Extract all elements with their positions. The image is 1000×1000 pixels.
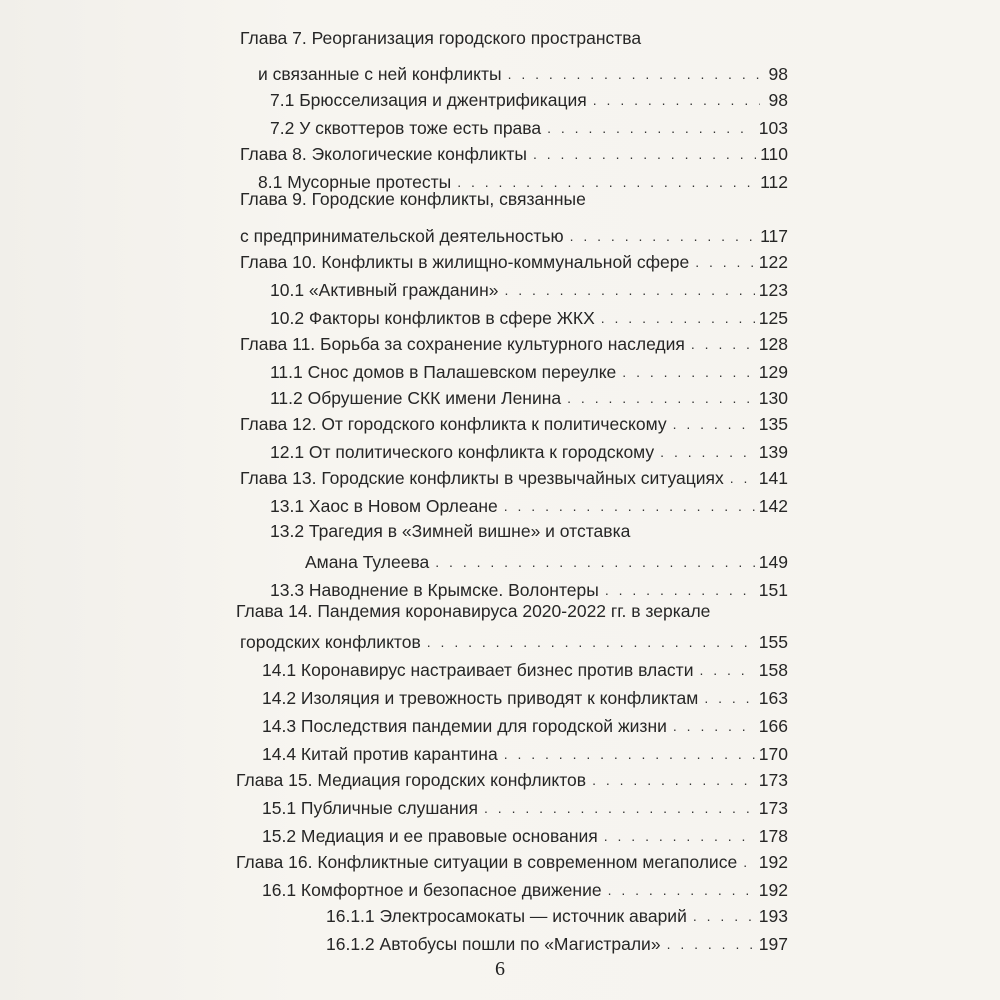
toc-page-number: 173 [758, 770, 788, 790]
toc-section-title: 14.1 Коронавирус настраивает бизнес против власти [262, 660, 694, 680]
toc-subsection-title: 16.1.1 Электросамокаты — источник аварий [326, 906, 687, 926]
toc-page-number: 166 [758, 716, 788, 736]
toc-page-number: 151 [758, 580, 788, 600]
toc-entry-chapter-7[interactable] [258, 58, 788, 85]
leader-dots [608, 879, 755, 901]
toc-page-number: 103 [758, 118, 788, 138]
leader-dots [567, 387, 755, 409]
toc-page-number: 193 [758, 906, 788, 926]
toc-entry-chapter-11[interactable] [240, 328, 788, 355]
toc-entry-chapter-13[interactable] [240, 462, 788, 489]
leader-dots [730, 467, 755, 489]
toc-entry-chapter-15[interactable] [236, 764, 788, 791]
toc-chapter-title: Глава 11. Борьба за сохранение культурного наследия [240, 334, 685, 354]
leader-dots [604, 825, 755, 847]
leader-dots [660, 441, 755, 463]
toc-entry-11-1[interactable] [270, 356, 788, 383]
toc-page-number: 98 [768, 64, 788, 84]
toc-entry-14-2[interactable] [262, 682, 788, 709]
toc-subsection-title: 16.1.2 Автобусы пошли по «Магистрали» [326, 934, 661, 954]
leader-dots [693, 905, 755, 927]
toc-entry-11-2[interactable] [270, 382, 788, 409]
toc-section-title: 12.1 От политического конфликта к городскому [270, 442, 655, 462]
leader-dots [484, 797, 755, 819]
toc-page-number: 128 [758, 334, 788, 354]
leader-dots [605, 579, 755, 601]
toc-section-title: 15.1 Публичные слушания [262, 798, 479, 818]
toc-chapter-title: Глава 13. Городские конфликты в чрезвычайных ситуациях [240, 468, 724, 488]
toc-chapter-7-title-line2: и связанные с ней конфликты [258, 64, 502, 84]
toc-page-number: 173 [758, 798, 788, 818]
toc-page-number: 155 [758, 632, 788, 652]
toc-page-number: 123 [758, 280, 788, 300]
toc-entry-chapter-8[interactable] [240, 138, 788, 165]
toc-entry-chapter-9[interactable] [240, 220, 788, 247]
toc-section-13-2-title-line2: Амана Тулеева [305, 552, 430, 572]
toc-chapter-9-title-line1: Глава 9. Городские конфликты, связанные [240, 189, 586, 209]
leader-dots [673, 715, 755, 737]
toc-page-number: 125 [758, 308, 788, 328]
leader-dots [508, 63, 760, 85]
leader-dots [704, 687, 754, 709]
leader-dots [533, 143, 756, 165]
toc-page-number: 130 [758, 388, 788, 408]
toc-entry-13-3[interactable] [270, 574, 788, 601]
toc-section-title: 10.1 «Активный гражданин» [270, 280, 499, 300]
toc-entry-10-2[interactable] [270, 302, 788, 329]
leader-dots [593, 89, 760, 111]
toc-entry-13-1[interactable] [270, 490, 788, 517]
toc-chapter-14-title-line1: Глава 14. Пандемия коронавируса 2020-2022 гг. в зеркале [236, 601, 711, 621]
toc-section-title: 10.2 Факторы конфликтов в сфере ЖКХ [270, 308, 595, 328]
toc-chapter-14-title-line2: городских конфликтов [240, 632, 421, 652]
toc-chapter-9-title-line2: с предпринимательской деятельностью [240, 226, 564, 246]
toc-section-title: 14.4 Китай против карантина [262, 744, 498, 764]
toc-section-title: 7.1 Брюсселизация и джентрификация [270, 90, 587, 110]
toc-page-number: 139 [758, 442, 788, 462]
toc-entry-7-2[interactable] [270, 112, 788, 139]
toc-entry-16-1[interactable] [262, 874, 788, 901]
toc-page-number: 192 [758, 852, 788, 872]
toc-chapter-title: Глава 10. Конфликты в жилищно-коммунальной сфере [240, 252, 690, 272]
toc-page-number: 197 [758, 934, 788, 954]
toc-section-13-2-title-line1: 13.2 Трагедия в «Зимней вишне» и отставка [270, 521, 631, 541]
toc-section-title: 13.3 Наводнение в Крымске. Волонтеры [270, 580, 599, 600]
toc-entry-chapter-14[interactable] [240, 626, 788, 653]
leader-dots [743, 851, 755, 873]
page-number: 6 [495, 958, 505, 980]
toc-entry-7-1[interactable] [270, 84, 788, 111]
leader-dots [695, 251, 755, 273]
toc-page-number: 141 [758, 468, 788, 488]
toc-section-title: 16.1 Комфортное и безопасное движение [262, 880, 602, 900]
toc-entry-chapter-10[interactable] [240, 246, 788, 273]
toc-section-title: 11.2 Обрушение СКК имени Ленина [270, 388, 562, 408]
toc-section-title: 13.1 Хаос в Новом Орлеане [270, 496, 498, 516]
leader-dots [570, 225, 757, 247]
toc-page-number: 98 [768, 90, 788, 110]
toc-page-number: 163 [758, 688, 788, 708]
toc-page-number: 142 [758, 496, 788, 516]
toc-page-number: 149 [758, 552, 788, 572]
toc-chapter-title: Глава 16. Конфликтные ситуации в современном мегаполисе [236, 852, 738, 872]
toc-entry-chapter-12[interactable] [240, 408, 788, 435]
toc-section-title: 7.2 У сквоттеров тоже есть права [270, 118, 542, 138]
leader-dots [547, 117, 755, 139]
toc-page-number: 158 [758, 660, 788, 680]
toc-entry-13-2[interactable] [305, 546, 788, 573]
leader-dots [667, 933, 755, 955]
leader-dots [592, 769, 755, 791]
toc-entry-14-3[interactable] [262, 710, 788, 737]
toc-chapter-title: Глава 12. От городского конфликта к политическому [240, 414, 667, 434]
toc-entry-15-1[interactable] [262, 792, 788, 819]
toc-section-title: 11.1 Снос домов в Палашевском переулке [270, 362, 617, 382]
toc-entry-14-1[interactable] [262, 654, 788, 681]
toc-section-title: 15.2 Медиация и ее правовые основания [262, 826, 598, 846]
leader-dots [622, 361, 755, 383]
toc-entry-16-1-2[interactable] [326, 928, 788, 955]
leader-dots [691, 333, 755, 355]
leader-dots [504, 279, 754, 301]
toc-section-title: 14.3 Последствия пандемии для городской жизни [262, 716, 667, 736]
leader-dots [601, 307, 755, 329]
toc-page-number: 110 [760, 144, 788, 164]
leader-dots [673, 413, 755, 435]
leader-dots [427, 631, 755, 653]
leader-dots [504, 495, 755, 517]
toc-page-number: 112 [760, 172, 788, 192]
toc-page-number: 178 [758, 826, 788, 846]
toc-page-number: 117 [760, 226, 788, 246]
toc-page-number: 129 [758, 362, 788, 382]
toc-section-title: 14.2 Изоляция и тревожность приводят к конфликтам [262, 688, 699, 708]
toc-page-number: 170 [758, 744, 788, 764]
toc-entry-15-2[interactable] [262, 820, 788, 847]
leader-dots [435, 551, 755, 573]
toc-chapter-title: Глава 8. Экологические конфликты [240, 144, 527, 164]
toc-page-number: 122 [758, 252, 788, 272]
toc-page-number: 192 [758, 880, 788, 900]
leader-dots [699, 659, 754, 681]
leader-dots [504, 743, 755, 765]
toc-entry-12-1[interactable] [270, 436, 788, 463]
toc-page-number: 135 [758, 414, 788, 434]
toc-section-title: 8.1 Мусорные протесты [258, 172, 452, 192]
toc-entry-14-4[interactable] [262, 738, 788, 765]
toc-entry-chapter-16[interactable] [236, 846, 788, 873]
toc-chapter-title: Глава 15. Медиация городских конфликтов [236, 770, 587, 790]
toc-entry-16-1-1[interactable] [326, 900, 788, 927]
toc-entry-10-1[interactable] [270, 274, 788, 301]
toc-chapter-7-title-line1: Глава 7. Реорганизация городского пространства [240, 28, 642, 48]
